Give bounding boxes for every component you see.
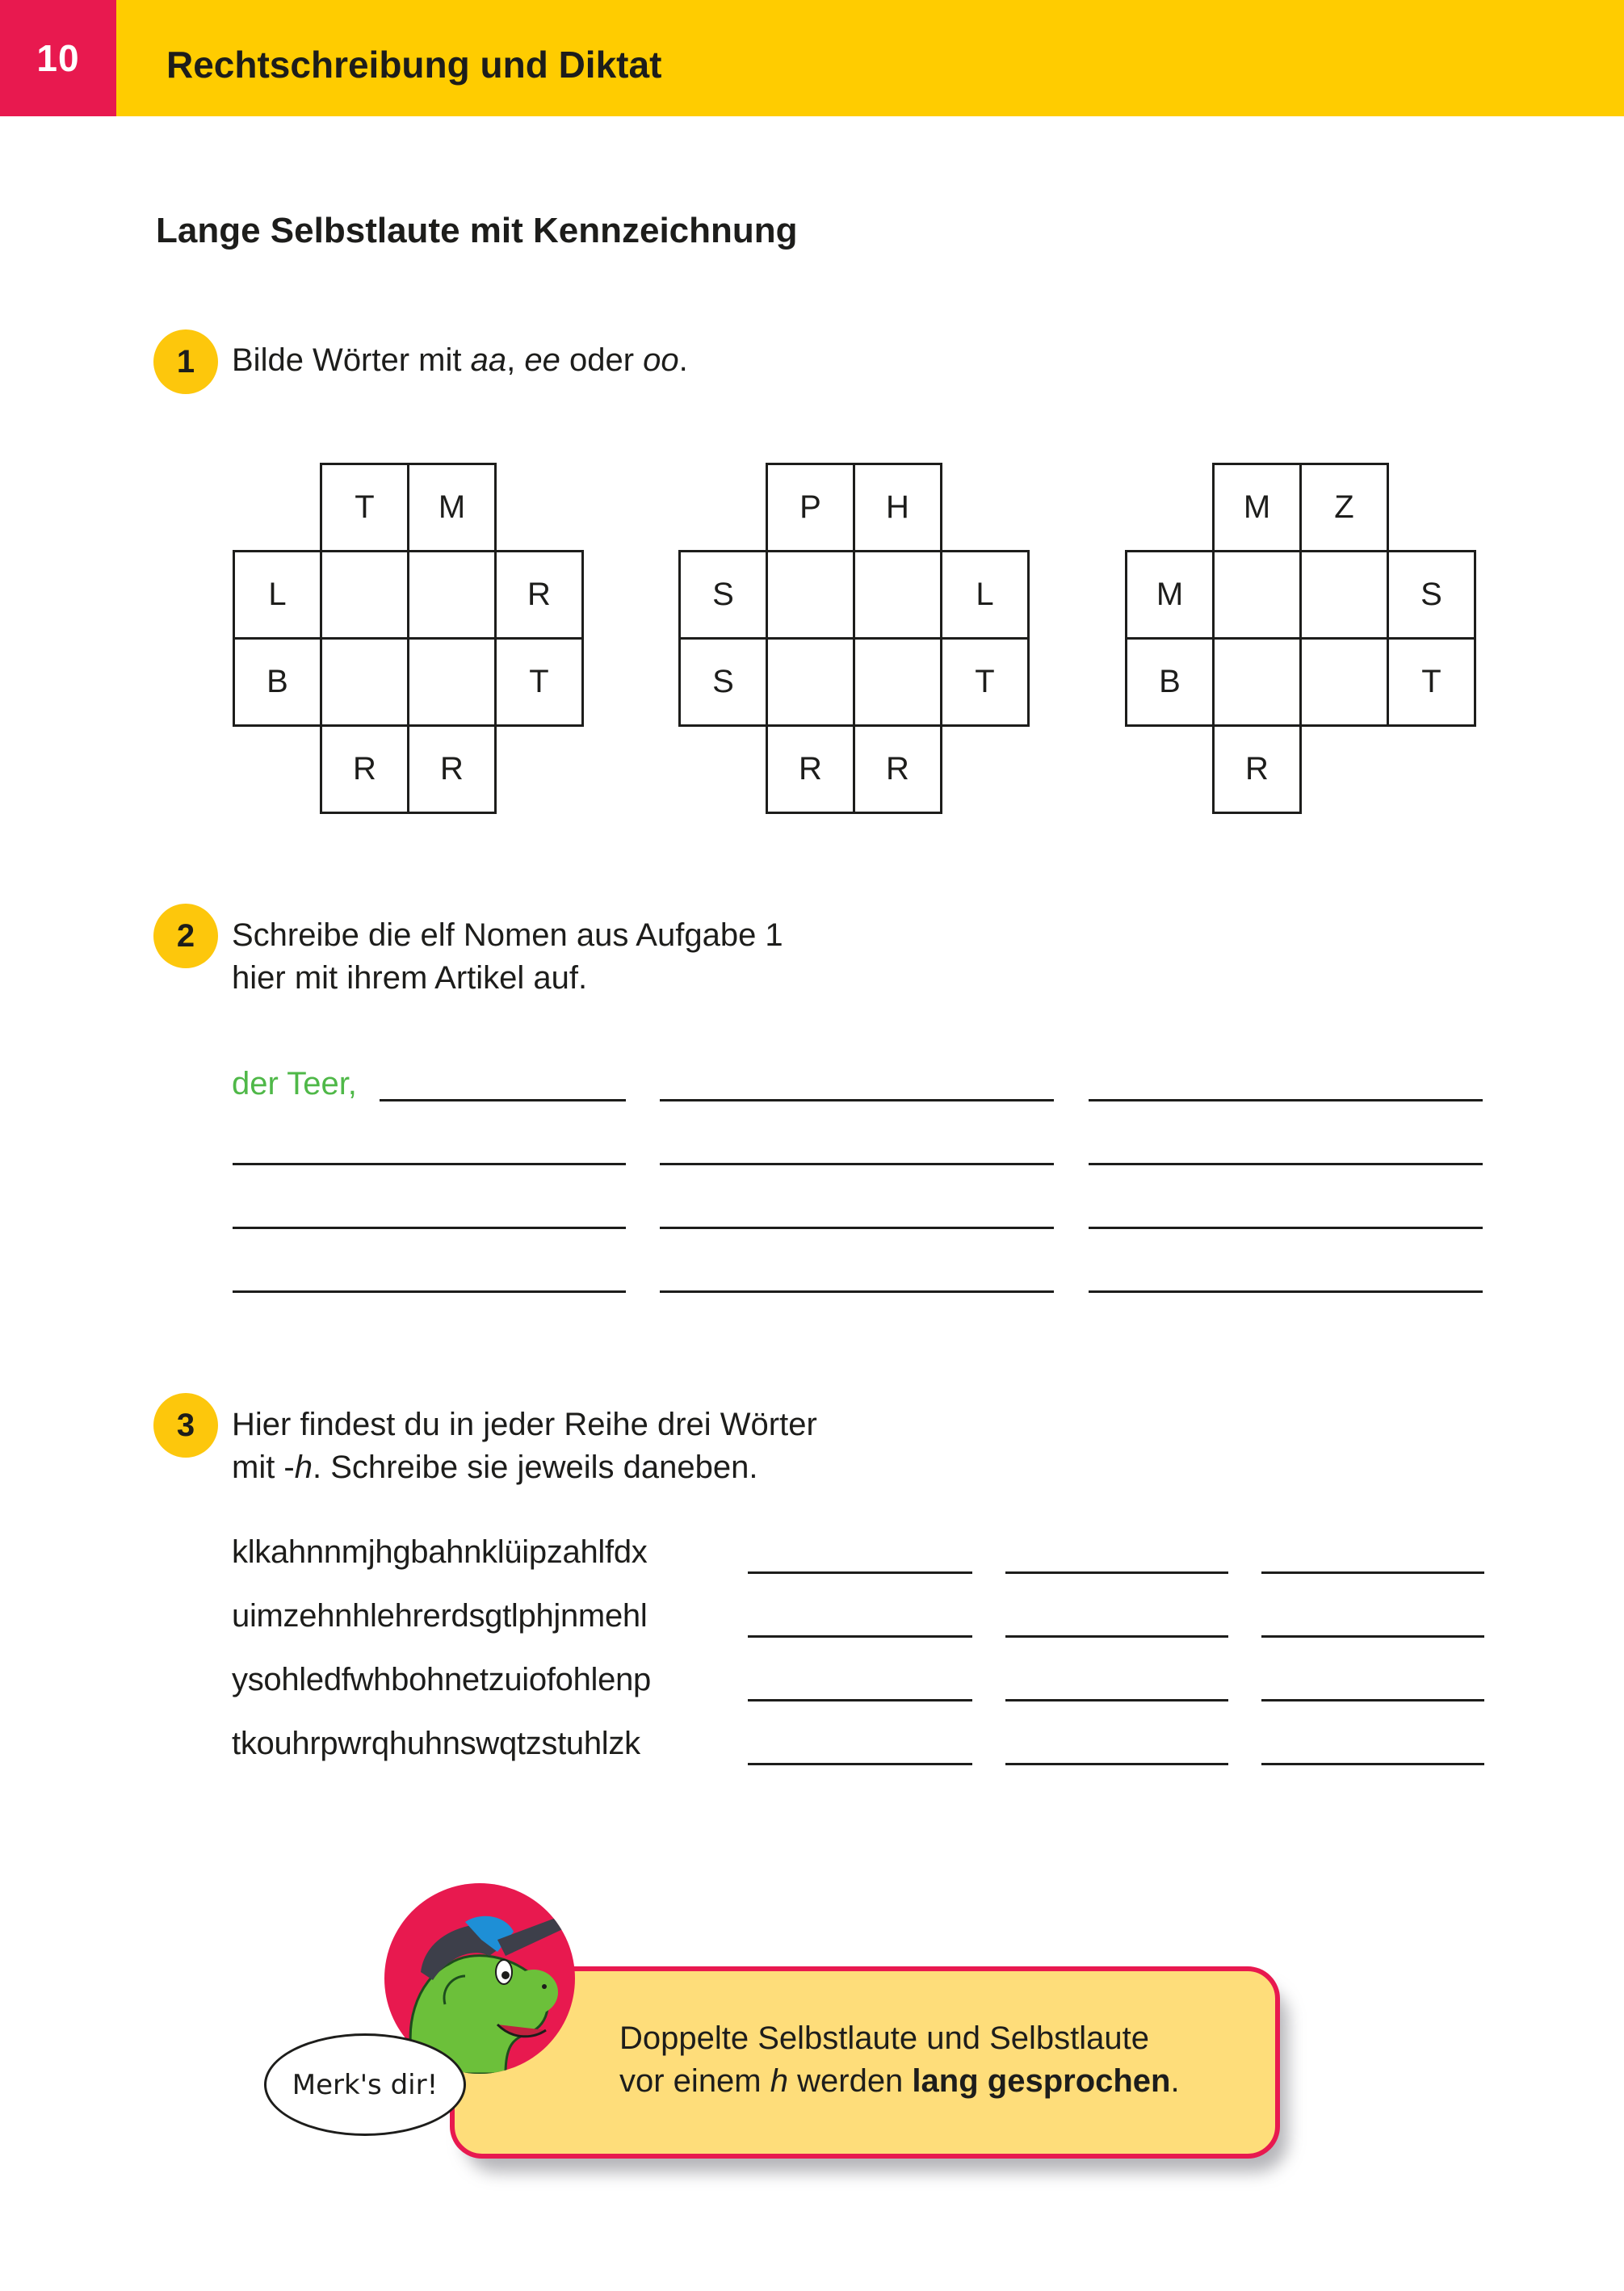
grid-cell[interactable] bbox=[1212, 637, 1302, 727]
grid-cell[interactable] bbox=[766, 550, 855, 640]
letter-puzzle-row: klkahnnmjhgbahnklüipzahlfdx bbox=[232, 1534, 648, 1570]
page-number: 10 bbox=[0, 0, 116, 116]
instruction-line bbox=[232, 1446, 817, 1489]
section-title: Lange Selbstlaute mit Kennzeichnung bbox=[156, 211, 798, 250]
grid-cell[interactable] bbox=[1212, 550, 1302, 640]
grid-cell[interactable] bbox=[407, 637, 497, 727]
grid-cell[interactable]: T bbox=[1387, 637, 1476, 727]
text: vor einem bbox=[619, 2063, 770, 2099]
answer-line[interactable] bbox=[748, 1763, 972, 1765]
grid-cell[interactable]: P bbox=[766, 463, 855, 552]
grid-cell[interactable] bbox=[320, 550, 409, 640]
text-italic: oo bbox=[643, 342, 679, 378]
grid-cell[interactable]: L bbox=[233, 550, 322, 640]
letter-puzzle-row: tkouhrpwrqhuhnswqtzstuhlzk bbox=[232, 1726, 640, 1761]
task-1-instruction bbox=[232, 339, 688, 382]
answer-line[interactable] bbox=[1261, 1699, 1484, 1701]
example-answer: der Teer, bbox=[232, 1066, 357, 1101]
grid-cell[interactable]: H bbox=[853, 463, 942, 552]
text: oder bbox=[560, 342, 644, 378]
text-italic: aa bbox=[470, 342, 507, 378]
note-line bbox=[619, 2060, 1180, 2103]
answer-line[interactable] bbox=[1089, 1290, 1483, 1293]
letter-puzzle-row: uimzehnhlehrerdsgtlphjnmehl bbox=[232, 1598, 648, 1634]
grid-cell[interactable]: L bbox=[940, 550, 1030, 640]
text: . bbox=[1170, 2063, 1180, 2099]
answer-line[interactable] bbox=[233, 1163, 626, 1165]
answer-line[interactable] bbox=[233, 1290, 626, 1293]
answer-line[interactable] bbox=[748, 1699, 972, 1701]
grid-cell[interactable]: M bbox=[1125, 550, 1215, 640]
text: . bbox=[678, 342, 688, 378]
answer-line[interactable] bbox=[233, 1227, 626, 1229]
answer-line[interactable] bbox=[748, 1635, 972, 1638]
answer-line[interactable] bbox=[748, 1571, 972, 1574]
grid-cell[interactable]: S bbox=[678, 637, 768, 727]
grid-cell[interactable]: B bbox=[233, 637, 322, 727]
task-2-instruction bbox=[232, 914, 783, 1000]
text: Bilde Wörter mit bbox=[232, 342, 471, 378]
answer-line[interactable] bbox=[1005, 1699, 1228, 1701]
grid-cell[interactable]: M bbox=[1212, 463, 1302, 552]
instruction-line: Hier findest du in jeder Reihe drei Wörter bbox=[232, 1407, 817, 1442]
grid-cell[interactable] bbox=[320, 637, 409, 727]
text: , bbox=[506, 342, 525, 378]
grid-cell[interactable]: T bbox=[494, 637, 584, 727]
note-line: Doppelte Selbstlaute und Selbstlaute bbox=[619, 2020, 1150, 2056]
chapter-title: Rechtschreibung und Diktat bbox=[166, 44, 662, 86]
answer-line[interactable] bbox=[1089, 1099, 1483, 1101]
text: . Schreibe sie jeweils daneben. bbox=[313, 1450, 758, 1485]
answer-line[interactable] bbox=[660, 1227, 1054, 1229]
grid-cell[interactable]: Z bbox=[1299, 463, 1389, 552]
text-bold: lang gesprochen bbox=[912, 2063, 1171, 2099]
grid-cell[interactable]: B bbox=[1125, 637, 1215, 727]
text-italic: ee bbox=[524, 342, 560, 378]
answer-line[interactable] bbox=[1005, 1571, 1228, 1574]
answer-line[interactable] bbox=[660, 1290, 1054, 1293]
grid-cell[interactable] bbox=[1299, 550, 1389, 640]
answer-line[interactable] bbox=[1261, 1635, 1484, 1638]
task-number-badge: 1 bbox=[153, 329, 218, 394]
answer-line[interactable] bbox=[660, 1099, 1054, 1101]
answer-line[interactable] bbox=[1261, 1571, 1484, 1574]
grid-cell[interactable]: R bbox=[494, 550, 584, 640]
text: mit - bbox=[232, 1450, 295, 1485]
letter-puzzle-row: ysohledfwhbohnetzuiofohlenp bbox=[232, 1662, 651, 1697]
grid-cell[interactable]: M bbox=[407, 463, 497, 552]
task-3-instruction bbox=[232, 1404, 817, 1489]
text-italic: h bbox=[770, 2063, 788, 2099]
grid-cell[interactable]: R bbox=[320, 724, 409, 814]
text-italic: h bbox=[294, 1450, 313, 1485]
grid-cell[interactable] bbox=[407, 550, 497, 640]
grid-cell[interactable]: S bbox=[1387, 550, 1476, 640]
task-number-badge: 2 bbox=[153, 904, 218, 968]
instruction-line: hier mit ihrem Artikel auf. bbox=[232, 960, 588, 996]
grid-cell[interactable]: R bbox=[853, 724, 942, 814]
grid-cell[interactable]: R bbox=[407, 724, 497, 814]
grid-cell[interactable] bbox=[853, 637, 942, 727]
grid-cell[interactable] bbox=[766, 637, 855, 727]
answer-line[interactable] bbox=[1261, 1763, 1484, 1765]
grid-cell[interactable]: T bbox=[940, 637, 1030, 727]
grid-cell[interactable]: T bbox=[320, 463, 409, 552]
answer-line[interactable] bbox=[380, 1099, 626, 1101]
answer-line[interactable] bbox=[1005, 1635, 1228, 1638]
grid-cell[interactable] bbox=[853, 550, 942, 640]
instruction-line: Schreibe die elf Nomen aus Aufgabe 1 bbox=[232, 917, 783, 953]
note-text bbox=[619, 2017, 1180, 2103]
grid-cell[interactable]: S bbox=[678, 550, 768, 640]
task-number-badge: 3 bbox=[153, 1393, 218, 1458]
speech-bubble: Merk's dir! bbox=[264, 2033, 466, 2136]
answer-line[interactable] bbox=[1089, 1227, 1483, 1229]
answer-line[interactable] bbox=[1005, 1763, 1228, 1765]
text: werden bbox=[788, 2063, 913, 2099]
grid-cell[interactable]: R bbox=[766, 724, 855, 814]
answer-line[interactable] bbox=[660, 1163, 1054, 1165]
grid-cell[interactable] bbox=[1299, 637, 1389, 727]
answer-line[interactable] bbox=[1089, 1163, 1483, 1165]
grid-cell[interactable]: R bbox=[1212, 724, 1302, 814]
